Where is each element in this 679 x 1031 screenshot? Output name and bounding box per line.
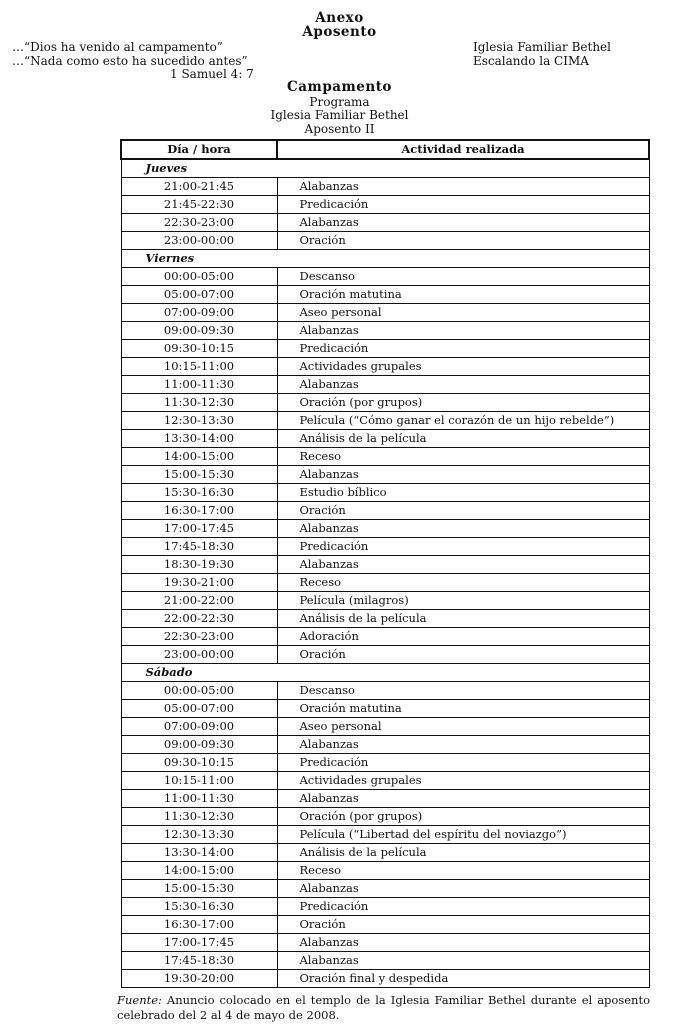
table-row	[121, 448, 649, 466]
activity-cell: Predicación	[277, 898, 649, 916]
table-row	[121, 808, 649, 826]
day-label-filler	[277, 159, 649, 178]
activity-cell: Oración	[277, 646, 649, 664]
time-cell: 17:00-17:45	[121, 934, 277, 952]
source-note	[117, 993, 650, 1023]
table-row	[121, 916, 649, 934]
time-cell: 11:30-12:30	[121, 394, 277, 412]
activity-cell: Película (“Cómo ganar el corazón de un hijo rebelde”)	[277, 412, 649, 430]
time-cell: 00:00-05:00	[121, 682, 277, 700]
table-row	[121, 898, 649, 916]
table-row	[121, 484, 649, 502]
table-row	[121, 358, 649, 376]
program-title: Campamento	[287, 79, 392, 95]
table-row	[121, 862, 649, 880]
table-row	[121, 844, 649, 862]
activity-cell: Alabanzas	[277, 556, 649, 574]
time-cell: 17:45-18:30	[121, 538, 277, 556]
table-row	[121, 682, 649, 700]
time-cell: 10:15-11:00	[121, 772, 277, 790]
time-cell: 22:00-22:30	[121, 610, 277, 628]
time-cell: 21:00-21:45	[121, 178, 277, 196]
table-row	[121, 376, 649, 394]
activity-cell: Receso	[277, 574, 649, 592]
time-cell: 12:30-13:30	[121, 826, 277, 844]
time-cell: 23:00-00:00	[121, 232, 277, 250]
col-header-activity: Actividad realizada	[277, 140, 649, 159]
table-row	[121, 538, 649, 556]
bible-verse: 1 Samuel 4: 7	[170, 67, 254, 81]
activity-cell: Actividades grupales	[277, 358, 649, 376]
time-cell: 05:00-07:00	[121, 700, 277, 718]
church-name: Iglesia Familiar Bethel	[473, 40, 611, 54]
time-cell: 22:30-23:00	[121, 214, 277, 232]
activity-cell: Alabanzas	[277, 880, 649, 898]
time-cell: 21:45-22:30	[121, 196, 277, 214]
day-label: Jueves	[121, 159, 277, 178]
activity-cell: Alabanzas	[277, 322, 649, 340]
table-row	[121, 268, 649, 286]
activity-cell: Alabanzas	[277, 934, 649, 952]
time-cell: 23:00-00:00	[121, 646, 277, 664]
time-cell: 11:00-11:30	[121, 790, 277, 808]
activity-cell: Predicación	[277, 340, 649, 358]
activity-cell: Oración (por grupos)	[277, 808, 649, 826]
activity-cell: Aseo personal	[277, 304, 649, 322]
source-text: Anuncio colocado en el templo de la Iglesia Familiar Bethel durante el aposento celebrado del 2 al 4 de mayo de 2008.	[117, 993, 650, 1022]
activity-cell: Receso	[277, 862, 649, 880]
activity-cell: Descanso	[277, 682, 649, 700]
table-row	[121, 700, 649, 718]
table-row	[121, 934, 649, 952]
time-cell: 15:30-16:30	[121, 898, 277, 916]
activity-cell: Película (“Libertad del espíritu del noviazgo”)	[277, 826, 649, 844]
table-row	[121, 466, 649, 484]
table-row	[121, 430, 649, 448]
time-cell: 14:00-15:00	[121, 862, 277, 880]
annex-subtitle: Aposento	[302, 24, 377, 40]
table-row	[121, 592, 649, 610]
table-row	[121, 970, 649, 988]
table-row	[121, 952, 649, 970]
time-cell: 22:30-23:00	[121, 628, 277, 646]
table-row	[121, 790, 649, 808]
time-cell: 13:30-14:00	[121, 844, 277, 862]
time-cell: 07:00-09:00	[121, 718, 277, 736]
table-row	[121, 412, 649, 430]
table-row	[121, 772, 649, 790]
time-cell: 18:30-19:30	[121, 556, 277, 574]
time-cell: 14:00-15:00	[121, 448, 277, 466]
source-label: Fuente:	[117, 993, 162, 1007]
day-label-filler	[277, 664, 649, 682]
time-cell: 15:00-15:30	[121, 466, 277, 484]
activity-cell: Oración	[277, 502, 649, 520]
table-row	[121, 736, 649, 754]
activity-cell: Oración final y despedida	[277, 970, 649, 988]
time-cell: 16:30-17:00	[121, 502, 277, 520]
time-cell: 09:30-10:15	[121, 754, 277, 772]
day-label: Viernes	[121, 250, 277, 268]
time-cell: 19:30-20:00	[121, 970, 277, 988]
table-row	[121, 520, 649, 538]
day-row	[121, 159, 649, 178]
activity-cell: Predicación	[277, 754, 649, 772]
activity-cell: Oración	[277, 916, 649, 934]
activity-cell: Alabanzas	[277, 466, 649, 484]
activity-cell: Receso	[277, 448, 649, 466]
program-line-2: Iglesia Familiar Bethel	[270, 108, 409, 122]
annex-title: Anexo	[315, 10, 364, 26]
activity-cell: Alabanzas	[277, 790, 649, 808]
activity-cell: Aseo personal	[277, 718, 649, 736]
activity-cell: Oración matutina	[277, 700, 649, 718]
table-row	[121, 826, 649, 844]
table-row	[121, 196, 649, 214]
activity-cell: Actividades grupales	[277, 772, 649, 790]
table-row	[121, 718, 649, 736]
activity-cell: Predicación	[277, 538, 649, 556]
activity-cell: Alabanzas	[277, 214, 649, 232]
day-label: Sábado	[121, 664, 277, 682]
schedule-body	[121, 159, 649, 988]
day-row	[121, 250, 649, 268]
table-row	[121, 304, 649, 322]
schedule-table	[120, 139, 650, 988]
time-cell: 15:30-16:30	[121, 484, 277, 502]
table-row	[121, 394, 649, 412]
activity-cell: Oración	[277, 232, 649, 250]
activity-cell: Alabanzas	[277, 736, 649, 754]
activity-cell: Análisis de la película	[277, 844, 649, 862]
table-row	[121, 286, 649, 304]
time-cell: 05:00-07:00	[121, 286, 277, 304]
col-header-time: Día / hora	[121, 140, 277, 159]
quote-2: …“Nada como esto ha sucedido antes”	[12, 54, 248, 68]
program-line-1: Programa	[309, 95, 370, 109]
day-row	[121, 664, 649, 682]
table-row	[121, 232, 649, 250]
time-cell: 17:00-17:45	[121, 520, 277, 538]
church-motto: Escalando la CIMA	[473, 54, 589, 68]
activity-cell: Adoración	[277, 628, 649, 646]
activity-cell: Oración (por grupos)	[277, 394, 649, 412]
table-row	[121, 574, 649, 592]
time-cell: 09:00-09:30	[121, 322, 277, 340]
time-cell: 09:30-10:15	[121, 340, 277, 358]
activity-cell: Descanso	[277, 268, 649, 286]
time-cell: 16:30-17:00	[121, 916, 277, 934]
table-row	[121, 322, 649, 340]
activity-cell: Película (milagros)	[277, 592, 649, 610]
table-row	[121, 880, 649, 898]
table-row	[121, 340, 649, 358]
table-row	[121, 646, 649, 664]
table-row	[121, 754, 649, 772]
table-row	[121, 556, 649, 574]
table-row	[121, 628, 649, 646]
activity-cell: Alabanzas	[277, 952, 649, 970]
activity-cell: Predicación	[277, 196, 649, 214]
time-cell: 09:00-09:30	[121, 736, 277, 754]
table-row	[121, 214, 649, 232]
table-row	[121, 502, 649, 520]
activity-cell: Análisis de la película	[277, 610, 649, 628]
quote-1: …“Dios ha venido al campamento”	[12, 40, 223, 54]
activity-cell: Oración matutina	[277, 286, 649, 304]
activity-cell: Alabanzas	[277, 178, 649, 196]
time-cell: 00:00-05:00	[121, 268, 277, 286]
time-cell: 13:30-14:00	[121, 430, 277, 448]
time-cell: 12:30-13:30	[121, 412, 277, 430]
table-header-row	[121, 140, 649, 159]
activity-cell: Estudio bíblico	[277, 484, 649, 502]
table-row	[121, 178, 649, 196]
activity-cell: Análisis de la película	[277, 430, 649, 448]
time-cell: 15:00-15:30	[121, 880, 277, 898]
time-cell: 17:45-18:30	[121, 952, 277, 970]
activity-cell: Alabanzas	[277, 520, 649, 538]
time-cell: 19:30-21:00	[121, 574, 277, 592]
time-cell: 11:00-11:30	[121, 376, 277, 394]
table-row	[121, 610, 649, 628]
time-cell: 07:00-09:00	[121, 304, 277, 322]
time-cell: 10:15-11:00	[121, 358, 277, 376]
activity-cell: Alabanzas	[277, 376, 649, 394]
time-cell: 11:30-12:30	[121, 808, 277, 826]
time-cell: 21:00-22:00	[121, 592, 277, 610]
program-line-3: Aposento II	[304, 122, 375, 136]
day-label-filler	[277, 250, 649, 268]
